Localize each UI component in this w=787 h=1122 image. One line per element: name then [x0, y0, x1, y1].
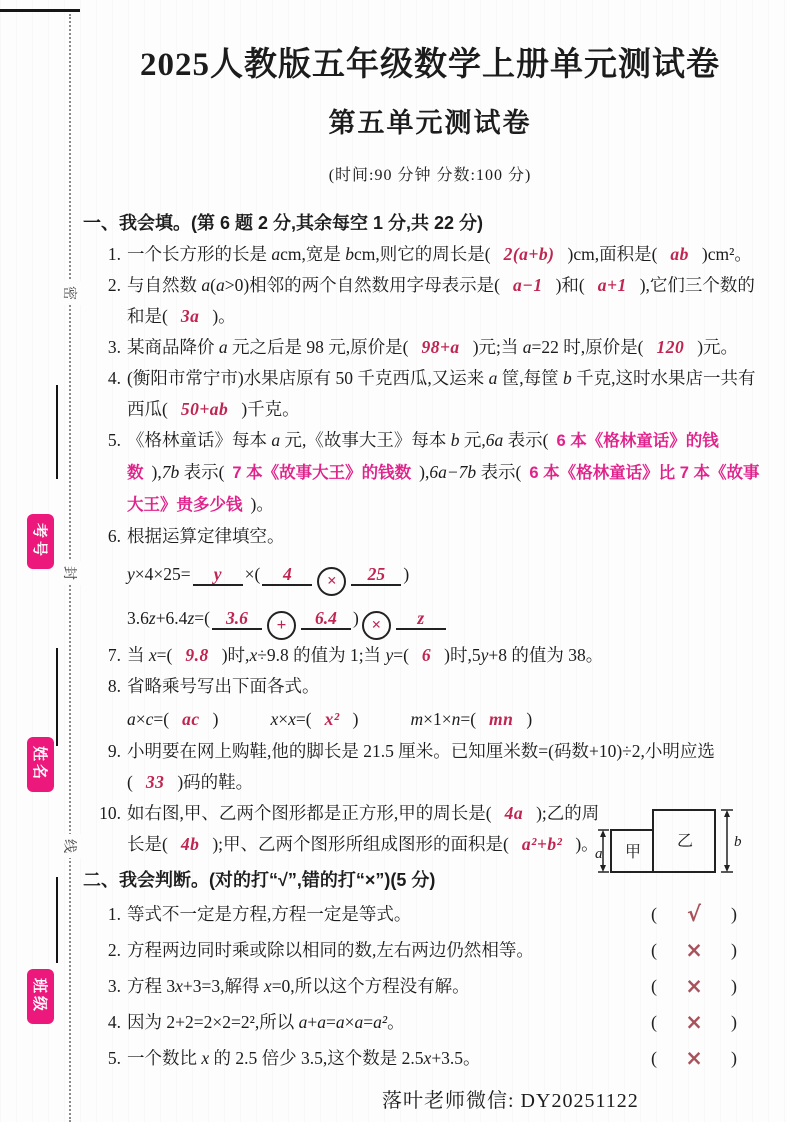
text-run: ( — [210, 275, 216, 295]
exam-number-write-line — [56, 385, 58, 479]
text-run: 省略乘号写出下面各式。 — [127, 676, 320, 696]
text-run: 方程两边同时乘或除以相同的数,左右两边仍然相等。 — [127, 940, 534, 960]
text-run: 《格林童话》每本 — [127, 430, 272, 450]
text-run: 小明要在网上购鞋,他的脚长是 21.5 厘米。已知厘米数=(码数+10)÷2,小明应选( — [127, 741, 715, 792]
open-paren: ( — [651, 1048, 657, 1068]
text-run: )码的鞋。 — [177, 772, 254, 792]
text-run: cm,则它的周长是( — [354, 244, 491, 264]
answer: 50+ab — [180, 399, 229, 419]
squares-figure — [595, 800, 775, 880]
answer: 98+a — [421, 337, 460, 357]
math-run: m — [410, 709, 424, 729]
text-run: 一个数比 — [127, 1048, 202, 1068]
text-run: 。 — [387, 1012, 405, 1032]
math-run: a — [127, 709, 136, 729]
question-4 — [97, 363, 763, 425]
answer-mark-group — [651, 896, 737, 932]
judgment-1 — [97, 896, 763, 932]
answer: 7 本《故事大王》的钱数 — [232, 464, 412, 482]
answer: a−1 — [512, 275, 543, 295]
math-run: x — [270, 709, 279, 729]
text-run: 千克,这时水果店一共有西瓜( — [127, 368, 756, 419]
text-run: =22 时,原价是( — [531, 337, 644, 357]
circled-operator: × — [362, 611, 391, 640]
text-run: );甲、乙两个图形所组成图形的面积是( — [212, 834, 509, 854]
text-run: =( — [460, 709, 477, 729]
text-run: ×4×25= — [134, 564, 191, 584]
label-yi: 乙 — [677, 833, 694, 850]
question-text — [127, 521, 763, 552]
cross-mark: × — [685, 938, 703, 962]
question-10 — [97, 798, 763, 860]
text-run: ) — [352, 608, 359, 628]
math-run: a — [335, 1012, 345, 1032]
text-run: )时,5 — [444, 645, 481, 665]
text-run: =( — [393, 645, 409, 665]
squares-diagram — [595, 800, 775, 880]
class-badge: 班级 — [27, 969, 54, 1024]
text-run: 筐,每筐 — [497, 368, 564, 388]
text-run: )时, — [221, 645, 250, 665]
question-number: 7. — [107, 645, 121, 665]
text-run: ) — [212, 709, 219, 729]
question-1 — [97, 239, 763, 270]
close-paren: ) — [730, 1012, 737, 1032]
math-run: a — [218, 337, 228, 357]
text-run: )千克。 — [241, 399, 300, 419]
math-run: x — [423, 1048, 432, 1068]
question-8-formulas — [127, 702, 763, 736]
math-run: a — [215, 275, 225, 295]
cross-mark: × — [685, 1010, 703, 1034]
text-run: ×( — [244, 564, 261, 584]
text-run: )。 — [575, 834, 599, 854]
judgment-text — [127, 1004, 405, 1040]
paper-title: 2025人教版五年级数学上册单元测试卷 — [140, 47, 720, 83]
answer-mark-group — [651, 1040, 737, 1076]
answer: ac — [182, 709, 200, 729]
question-number: 9. — [107, 741, 121, 761]
question-text — [127, 640, 763, 671]
answer-mark-group — [651, 968, 737, 1004]
text-run: ), — [419, 462, 430, 482]
math-run: 6a−7b — [429, 462, 477, 482]
text-run: );乙的周长是( — [127, 803, 600, 854]
math-run: x — [288, 709, 296, 729]
answer: a²+b² — [521, 834, 563, 854]
math-run: c — [145, 709, 154, 729]
math-run: 6a — [485, 430, 504, 450]
question-text — [127, 363, 763, 425]
question-number: 2. — [107, 940, 121, 960]
scan-page-edge — [0, 9, 80, 12]
open-paren: ( — [651, 940, 657, 960]
math-run: a² — [373, 1012, 388, 1032]
circled-operator: × — [317, 567, 346, 596]
question-text — [127, 332, 763, 363]
text-run: cm,宽是 — [280, 244, 346, 264]
judgment-text — [127, 1040, 481, 1076]
text-run: 元, — [459, 430, 486, 450]
text-run: 等式不一定是方程,方程一定是等式。 — [127, 904, 412, 924]
question-5 — [97, 425, 763, 521]
text-run: 表示( — [476, 462, 522, 482]
text-run: ×1× — [423, 709, 452, 729]
answer: 3a — [180, 306, 200, 326]
label-b: b — [734, 834, 742, 850]
math-run: x — [201, 1048, 210, 1068]
text-run: + — [307, 1012, 318, 1032]
seal-char-mi: 密 — [57, 281, 83, 305]
question-9 — [97, 736, 763, 798]
question-number: 3. — [107, 337, 121, 357]
question-text — [127, 270, 763, 332]
math-run: a — [298, 1012, 308, 1032]
answer-mark-group — [651, 1004, 737, 1040]
section1-heading: 一、我会填。(第 6 题 2 分,其余每空 1 分,共 22 分) — [83, 213, 484, 233]
blank-answer: 4 — [262, 564, 312, 586]
question-text — [127, 736, 763, 798]
judgment-text — [127, 968, 470, 1004]
text-run: =( — [153, 709, 170, 729]
question-6 — [97, 521, 763, 552]
math-run: a — [354, 1012, 364, 1032]
text-run: 如右图,甲、乙两个图形都是正方形,甲的周长是( — [127, 803, 492, 823]
math-run: a — [271, 244, 281, 264]
text-run: 一个长方形的长是 — [127, 244, 272, 264]
teacher-wechat-footer: 落叶老师微信: DY20251122 — [382, 1090, 639, 1112]
close-paren: ) — [730, 1048, 737, 1068]
question-text — [127, 239, 763, 270]
question-number: 8. — [107, 676, 121, 696]
math-run: b — [450, 430, 460, 450]
close-paren: ) — [730, 904, 737, 924]
class-write-line — [56, 877, 58, 963]
answer: 6 — [421, 645, 432, 665]
judgment-2 — [97, 932, 763, 968]
blank-answer: 6.4 — [301, 608, 351, 630]
math-run: a — [522, 337, 532, 357]
judgment-3 — [97, 968, 763, 1004]
text-run: )cm²。 — [701, 244, 752, 264]
math-run: x — [249, 645, 258, 665]
check-mark: √ — [686, 902, 701, 926]
text-run: = — [363, 1012, 374, 1032]
question-number: 5. — [107, 1048, 121, 1068]
paper-content — [83, 26, 763, 1076]
time-score-meta: (时间:90 分钟 分数:100 分) — [328, 167, 532, 184]
name-write-line — [56, 648, 58, 746]
judgment-4 — [97, 1004, 763, 1040]
text-run: 的 2.5 倍少 3.5,这个数是 2.5 — [209, 1048, 424, 1068]
seal-char-feng: 封 — [57, 561, 83, 585]
answer: ab — [670, 244, 689, 264]
judgment-text — [127, 896, 411, 932]
text-run: ),它们三个数的和是( — [127, 275, 755, 326]
math-run: y — [127, 564, 135, 584]
unit-title: 第五单元测试卷 — [328, 108, 532, 138]
cross-mark: × — [685, 1046, 703, 1070]
text-run: =0,所以这个方程没有解。 — [271, 976, 470, 996]
text-run: )和( — [555, 275, 585, 295]
question-number: 6. — [107, 526, 121, 546]
text-run: +3.5。 — [431, 1048, 481, 1068]
answer: 9.8 — [185, 645, 209, 665]
question-number: 1. — [107, 904, 121, 924]
blank-answer: 3.6 — [212, 608, 262, 630]
math-run: y — [385, 645, 394, 665]
question-number: 5. — [107, 430, 121, 450]
text-run: 3.6 — [127, 608, 149, 628]
circled-operator: + — [267, 611, 296, 640]
question-number: 1. — [107, 244, 121, 264]
label-a: a — [595, 846, 603, 862]
math-run: a — [317, 1012, 326, 1032]
text-run: +8 的值为 38。 — [488, 645, 604, 665]
cross-mark: × — [685, 974, 703, 998]
answer: 4a — [504, 803, 524, 823]
text-run: )元。 — [697, 337, 739, 357]
answer: 4b — [180, 834, 200, 854]
answer: mn — [489, 709, 514, 729]
question-2 — [97, 270, 763, 332]
math-run: z — [187, 608, 195, 628]
question-3 — [97, 332, 763, 363]
text-run: 当 — [127, 645, 149, 665]
text-run: ) — [352, 709, 359, 729]
text-run: × — [344, 1012, 355, 1032]
question-6-equation-2 — [127, 596, 763, 640]
math-run: x — [263, 976, 272, 996]
text-run: )。 — [212, 306, 236, 326]
blank-answer: z — [396, 608, 446, 630]
open-paren: ( — [651, 1012, 657, 1032]
text-run: 表示( — [503, 430, 549, 450]
text-run: = — [325, 1012, 336, 1032]
section2-heading: 二、我会判断。(对的打“√”,错的打“×”)(5 分) — [83, 870, 436, 890]
text-run: )元;当 — [472, 337, 523, 357]
question-text — [127, 671, 763, 702]
text-run: ) — [526, 709, 533, 729]
math-run: b — [345, 244, 355, 264]
math-run: a — [488, 368, 498, 388]
label-jia: 甲 — [625, 844, 642, 861]
question-number: 4. — [107, 368, 121, 388]
blank-answer: 25 — [351, 564, 401, 586]
question-number: 4. — [107, 1012, 121, 1032]
text-run: ) — [403, 564, 410, 584]
answer: 120 — [656, 337, 685, 357]
text-run: 元,《故事大王》每本 — [280, 430, 451, 450]
math-run: x — [148, 645, 157, 665]
question-7 — [97, 640, 763, 671]
question-number: 2. — [107, 275, 121, 295]
close-paren: ) — [730, 976, 737, 996]
text-run: >0)相邻的两个自然数用字母表示是( — [224, 275, 500, 295]
math-run: n — [451, 709, 461, 729]
text-run: 某商品降价 — [127, 337, 219, 357]
math-run: a — [271, 430, 281, 450]
answer: 6 本《格林童话》的钱数 — [127, 432, 719, 482]
text-run: )。 — [250, 494, 274, 514]
judgment-text — [127, 932, 534, 968]
text-run: 元之后是 98 元,原价是( — [227, 337, 409, 357]
text-run: =( — [156, 645, 173, 665]
math-run: a — [201, 275, 211, 295]
answer: x² — [324, 709, 340, 729]
open-paren: ( — [651, 976, 657, 996]
text-run: +3=3,解得 — [182, 976, 264, 996]
name-badge: 姓名 — [27, 737, 54, 792]
math-run: y — [480, 645, 489, 665]
exam-number-badge: 考号 — [27, 514, 54, 569]
text-run: =( — [194, 608, 210, 628]
text-run: 方程 3 — [127, 976, 176, 996]
question-text — [127, 425, 763, 521]
text-run: × — [135, 709, 146, 729]
answer: 2(a+b) — [503, 244, 555, 264]
text-run: 表示( — [179, 462, 225, 482]
question-8 — [97, 671, 763, 702]
math-run: b — [563, 368, 572, 388]
open-paren: ( — [651, 904, 657, 924]
text-run: 根据运算定律填空。 — [127, 526, 285, 546]
text-run: 因为 2+2=2×2=2²,所以 — [127, 1012, 299, 1032]
question-6-equation-1 — [127, 552, 763, 596]
answer: 6 本《格林童话》比 7 本《故事大王》贵多少钱 — [127, 464, 760, 514]
blank-answer: y — [193, 564, 243, 586]
text-run: (衡阳市常宁市)水果店原有 50 千克西瓜,又运来 — [127, 368, 489, 388]
text-run: )cm,面积是( — [567, 244, 658, 264]
text-run: =( — [295, 709, 312, 729]
answer: 33 — [145, 772, 165, 792]
close-paren: ) — [730, 940, 737, 960]
math-run: 7b — [161, 462, 180, 482]
judgment-5 — [97, 1040, 763, 1076]
text-run: × — [278, 709, 289, 729]
answer: a+1 — [597, 275, 627, 295]
question-number: 3. — [107, 976, 121, 996]
text-run: ), — [151, 462, 162, 482]
answer-mark-group — [651, 932, 737, 968]
text-run: +6.4 — [155, 608, 188, 628]
math-run: z — [148, 608, 156, 628]
seal-char-xian: 线 — [57, 834, 83, 858]
question-number: 10. — [99, 803, 121, 823]
text-run: 与自然数 — [127, 275, 202, 295]
text-run: ÷9.8 的值为 1;当 — [257, 645, 386, 665]
math-run: x — [175, 976, 183, 996]
